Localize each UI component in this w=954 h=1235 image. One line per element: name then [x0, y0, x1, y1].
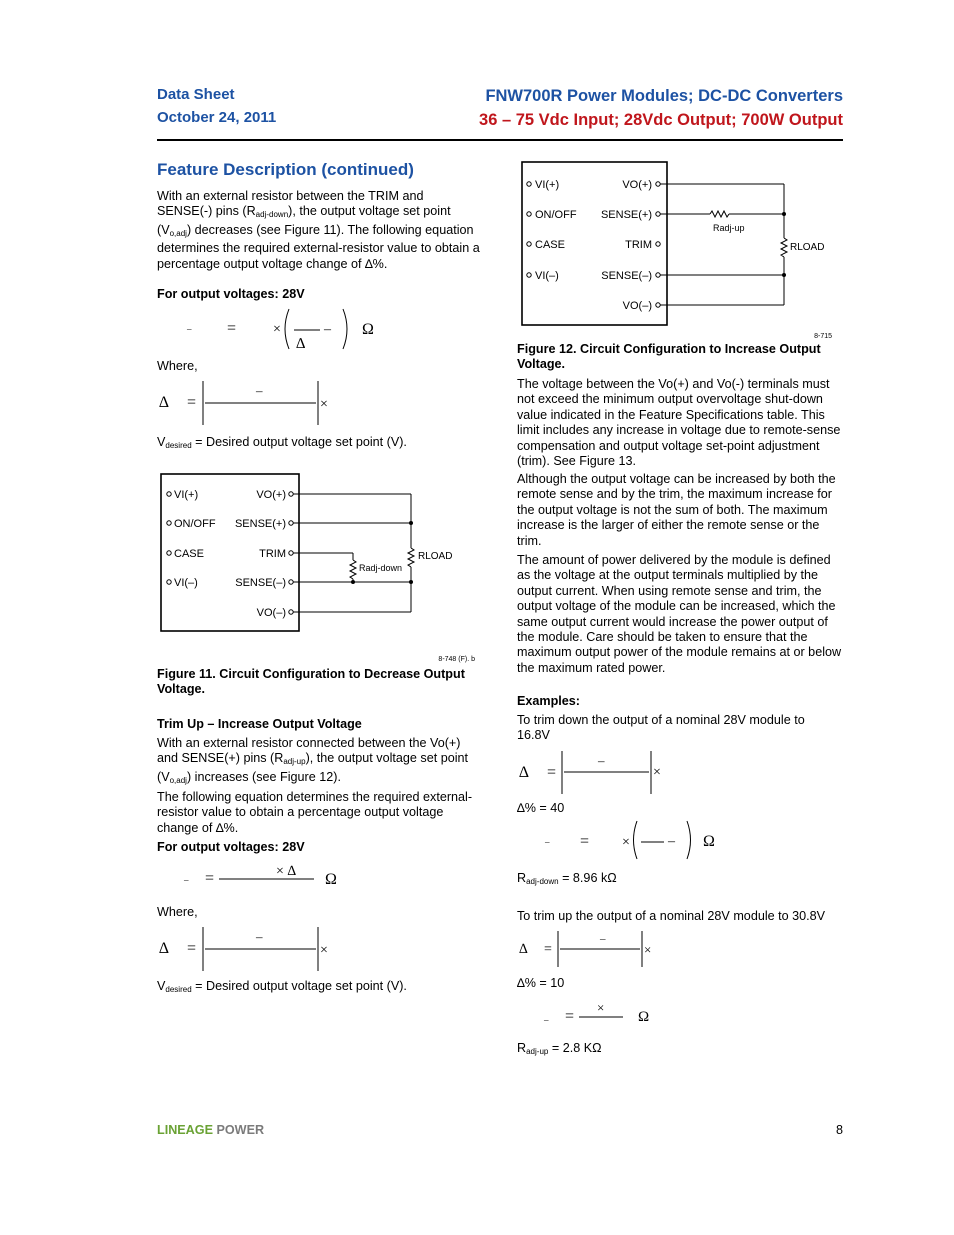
svg-text:=: = [565, 1008, 575, 1025]
svg-text:∆: ∆ [519, 764, 529, 781]
svg-text:CASE: CASE [174, 548, 204, 560]
power-paragraph: The amount of power delivered by the module is defined as the voltage at the output terminals multiplied by the output current. When using remote sense and trim, the output voltage of the module can be increased, which the same output current would increase the power output of the module. Care should be taken to ensure that the maximum output power of the module remains at or below the maximum rated power. [517, 553, 842, 675]
svg-text:∆: ∆ [519, 942, 528, 957]
svg-text:×: × [653, 765, 661, 780]
svg-text:×: × [273, 322, 281, 337]
example-1-result: $R_{adj-down} = 8.96$ kΩ [517, 871, 617, 886]
svg-text:CASE: CASE [535, 239, 565, 251]
svg-text:–: – [256, 929, 263, 944]
svg-text:∆: ∆ [159, 940, 169, 957]
svg-text:TRIM: TRIM [259, 548, 286, 560]
svg-text:VI(–): VI(–) [535, 270, 559, 282]
header-product-title: FNW700R Power Modules; DC-DC Converters [485, 87, 843, 105]
svg-text:∆: ∆ [159, 394, 169, 411]
equation-delta-up [157, 924, 357, 974]
svg-text:ON/OFF: ON/OFF [535, 209, 577, 221]
trim-up-heading: Trim Up – Increase Output Voltage [157, 717, 362, 731]
svg-text:×: × [622, 835, 630, 850]
svg-text:×: × [597, 1000, 605, 1015]
svg-text:VI(+): VI(+) [174, 489, 199, 501]
svg-text:× ∆: × ∆ [276, 864, 296, 879]
svg-text:=: = [544, 942, 552, 957]
svg-text:–: – [668, 834, 675, 849]
trim-up-paragraph: With an external resistor connected between the Vo(+) and SENSE(+) pins $(R_{adj-up})$, the output voltage set point $(V_{o,adj})$ increases (see Figure 12). [157, 736, 469, 785]
svg-text:–: – [544, 1015, 549, 1025]
equation-delta-down [157, 378, 357, 428]
vdesired-definition-1: $V_{desired}$ = Desired output voltage set point (V). [157, 435, 407, 450]
svg-text:Ω: Ω [703, 833, 715, 850]
svg-text:×: × [644, 942, 652, 957]
example-2-text: To trim up the output of a nominal 28V module to 30.8V [517, 909, 826, 923]
svg-text:VO(+): VO(+) [256, 489, 286, 501]
figure-12-circuit [517, 158, 847, 343]
svg-text:8-715: 8-715 [814, 333, 832, 340]
header-label: Data Sheet [157, 86, 235, 103]
max-increase-paragraph: Although the output voltage can be increased by both the remote sense and by the trim, the maximum increase for the output voltage is not the sum of both. The maximum increase is the larger of either the remote sense or the trim. [517, 472, 836, 548]
header-date: October 24, 2011 [157, 109, 277, 126]
svg-text:RLOAD: RLOAD [418, 551, 453, 562]
examples-heading: Examples: [517, 694, 580, 708]
svg-text:=: = [227, 320, 237, 337]
svg-text:VO(+): VO(+) [622, 179, 652, 191]
page-number: 8 [835, 1123, 843, 1137]
example-1-text: To trim down the output of a nominal 28V module to 16.8V [517, 713, 805, 743]
svg-text:=: = [547, 764, 557, 781]
svg-text:RLOAD: RLOAD [790, 242, 825, 253]
svg-text:×: × [320, 397, 328, 412]
header-rule [157, 139, 843, 141]
svg-text:–: – [256, 383, 263, 398]
svg-text:–: – [184, 875, 189, 885]
svg-text:VI(–): VI(–) [174, 577, 198, 589]
svg-text:TRIM: TRIM [625, 239, 652, 251]
svg-text:–: – [598, 753, 605, 768]
svg-text:VO(–): VO(–) [622, 300, 652, 312]
header-product-subtitle: 36 – 75 Vdc Input; 28Vdc Output; 700W Output [479, 111, 843, 129]
example-2-delta-value: ∆% = 10 [517, 976, 565, 990]
svg-text:SENSE(+): SENSE(+) [234, 518, 286, 530]
trim-down-paragraph: With an external resistor between the TRIM and SENSE(-) pins $(R_{adj-down})$, the output voltage set point $(V_{o,adj})$ decreases (see Figure 11). The following equation determines the required external-resistor value to obtain a percentage output voltage change of ∆%. [157, 189, 480, 271]
where-label-2: Where, [157, 905, 198, 919]
svg-text:Radj-up: Radj-up [713, 223, 745, 233]
svg-text:SENSE(–): SENSE(–) [601, 270, 652, 282]
overvoltage-paragraph: The voltage between the Vo(+) and Vo(-) terminals must not exceed the minimum output overvoltage shut-down value indicated in the Feature Specifications table. This limit includes any increase in voltage due to remote-sense compensation and output voltage set-point adjustment (trim). See Figure 13. [517, 377, 841, 469]
section-title: Feature Description (continued) [157, 160, 414, 179]
equation-radj-down [157, 305, 487, 355]
svg-text:Ω: Ω [638, 1009, 650, 1025]
for-output-label-1: For output voltages: 28V [157, 287, 305, 301]
example-2-radj-equation [517, 998, 847, 1030]
svg-text:SENSE(+): SENSE(+) [600, 209, 652, 221]
figure-12-caption: Figure 12. Circuit Configuration to Increase Output Voltage. [517, 342, 821, 372]
svg-text:–: – [187, 324, 192, 334]
svg-text:×: × [320, 943, 328, 958]
svg-text:SENSE(–): SENSE(–) [235, 577, 286, 589]
trim-up-equation-intro: The following equation determines the required external-resistor value to obtain a percentage output voltage change of ∆%. [157, 790, 473, 835]
svg-text:Ω: Ω [362, 321, 374, 338]
svg-text:=: = [187, 394, 197, 411]
svg-text:Radj-down: Radj-down [359, 563, 403, 573]
svg-text:VI(+): VI(+) [535, 179, 560, 191]
figure-11-caption: Figure 11. Circuit Configuration to Decrease Output Voltage. [157, 667, 465, 697]
svg-text:∆: ∆ [296, 336, 306, 352]
svg-text:Ω: Ω [325, 871, 337, 888]
for-output-label-2: For output voltages: 28V [157, 840, 305, 854]
example-2-result: $R_{adj-up} = 2.8$ KΩ [517, 1041, 602, 1056]
svg-text:=: = [205, 870, 215, 887]
example-2-delta-equation [517, 929, 717, 971]
example-1-radj-equation [517, 818, 847, 864]
svg-text:=: = [187, 940, 197, 957]
svg-text:ON/OFF: ON/OFF [174, 518, 216, 530]
example-1-delta-equation [517, 748, 717, 798]
svg-text:VO(–): VO(–) [256, 607, 286, 619]
figure-11-circuit [157, 470, 487, 665]
equation-radj-up [157, 860, 487, 896]
vdesired-definition-2: $V_{desired}$ = Desired output voltage set point (V). [157, 979, 407, 994]
svg-text:–: – [545, 837, 550, 847]
svg-text:=: = [580, 833, 590, 850]
footer-brand: LINEAGE POWER [157, 1123, 265, 1137]
svg-text:–: – [324, 322, 331, 337]
svg-text:–: – [600, 933, 606, 945]
example-1-delta-value: ∆% = 40 [517, 801, 565, 815]
where-label-1: Where, [157, 359, 198, 373]
svg-text:8-748 (F). b: 8-748 (F). b [438, 656, 475, 663]
